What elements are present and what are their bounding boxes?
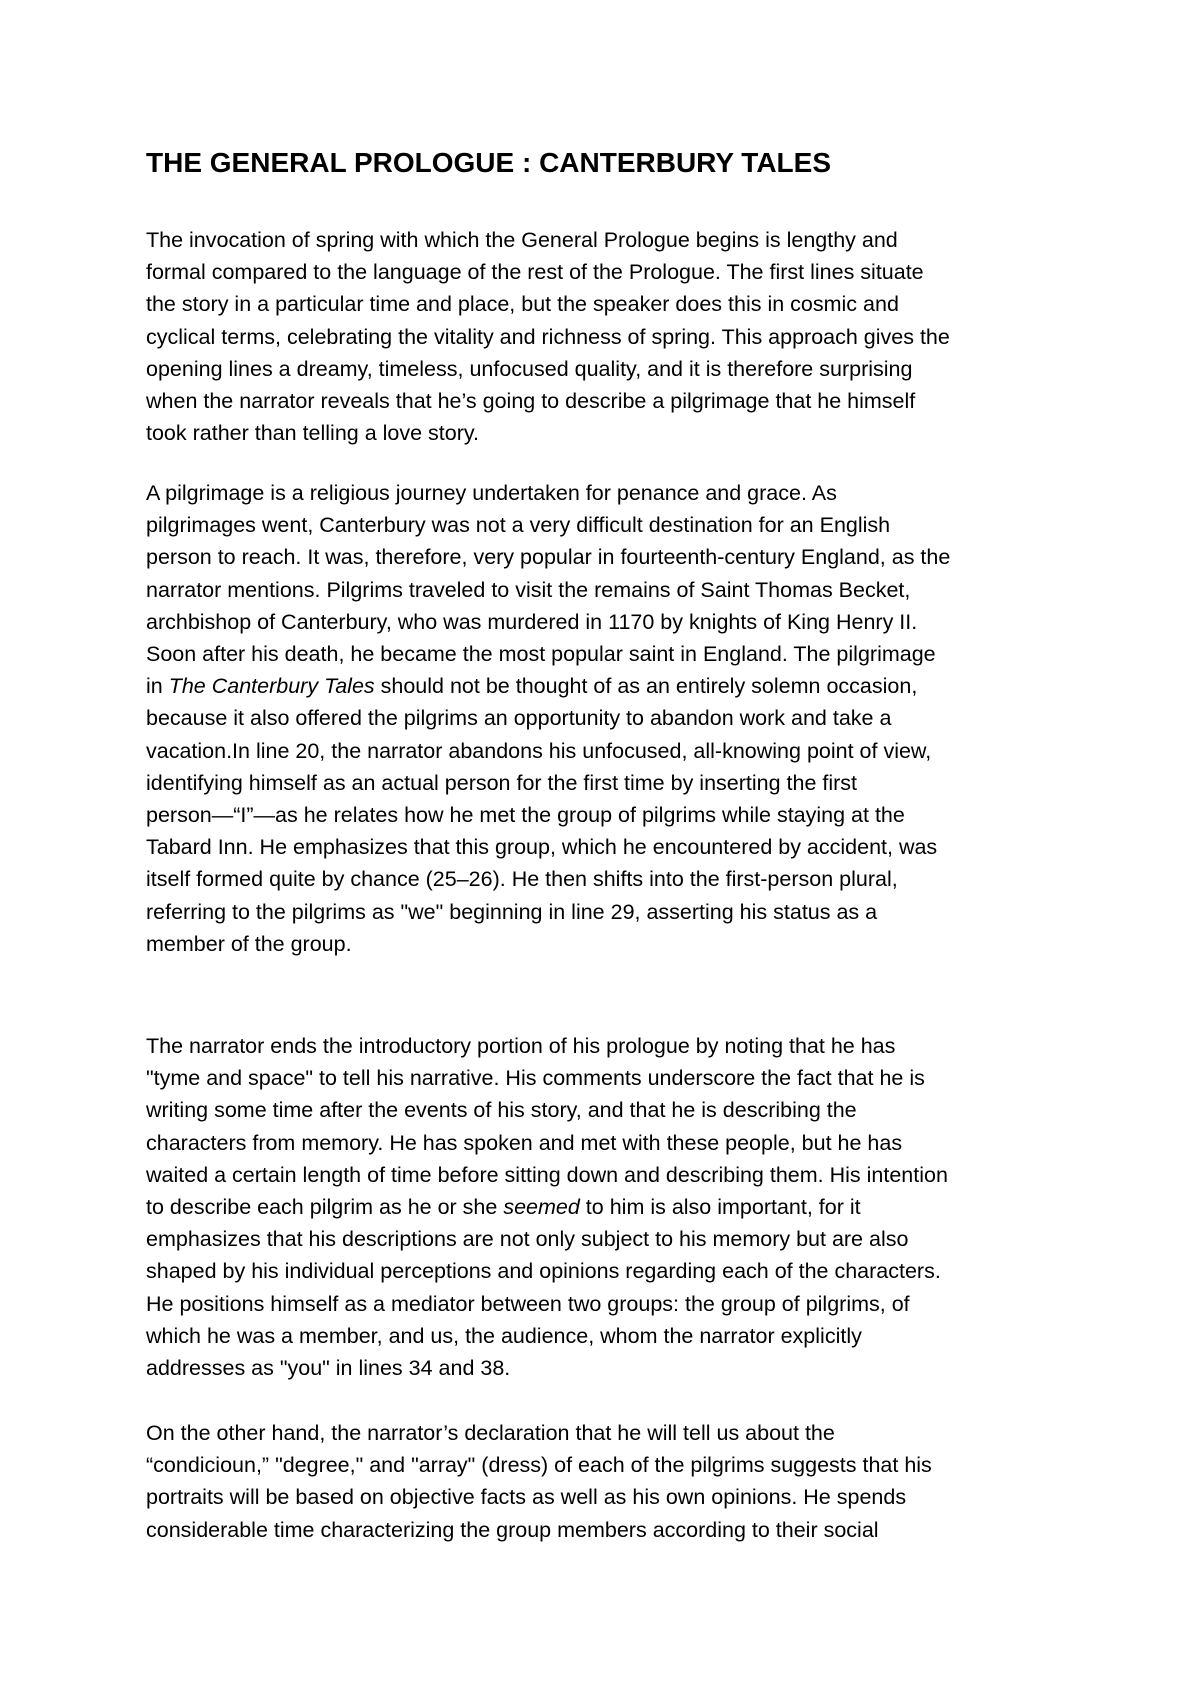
text-line: took rather than telling a love story.	[146, 421, 480, 446]
text-line: person—“I”—as he relates how he met the group of pilgrims while staying at the	[146, 803, 905, 828]
italic-word: seemed	[503, 1195, 580, 1220]
text-line: "tyme and space" to tell his narrative. His comments underscore the fact that he is	[146, 1066, 925, 1091]
text-line: identifying himself as an actual person for the first time by inserting the first	[146, 770, 858, 795]
text-line: pilgrimages went, Canterbury was not a very difficult destination for an English	[146, 513, 891, 538]
text-line: The invocation of spring with which the General Prologue begins is lengthy and	[146, 228, 898, 252]
text-line: the story in a particular time and place, but the speaker does this in cosmic and	[146, 292, 899, 317]
text-line: member of the group.	[146, 931, 352, 956]
text-line: emphasizes that his descriptions are not only subject to his memory but are also	[146, 1227, 909, 1252]
text-line: He positions himself as a mediator between two groups: the group of pilgrims, of	[146, 1291, 910, 1316]
text-line: characters from memory. He has spoken and met with these people, but he has	[146, 1130, 903, 1155]
text-line: waited a certain length of time before sitting down and describing them. His intention	[146, 1162, 948, 1187]
text-line: writing some time after the events of his story, and that he is describing the	[146, 1098, 857, 1123]
text-line: formal compared to the language of the rest of the Prologue. The first lines situate	[146, 260, 924, 285]
text-line: archbishop of Canterbury, who was murdered in 1170 by knights of King Henry II.	[146, 609, 918, 634]
text-line: “condicioun,” "degree," and "array" (dress) of each of the pilgrims suggests that his	[146, 1453, 932, 1478]
paragraph-narrator-declaration	[146, 1417, 932, 1546]
text-line: vacation.In line 20, the narrator abandons his unfocused, all-knowing point of view,	[146, 738, 932, 763]
text-line: itself formed quite by chance (25–26). He then shifts into the first-person plural,	[146, 867, 898, 892]
text-run: to describe each pilgrim as he or she	[146, 1195, 504, 1220]
text-line: referring to the pilgrims as "we" beginning in line 29, asserting his status as a	[146, 899, 878, 924]
text-line: The narrator ends the introductory portion of his prologue by noting that he has	[146, 1034, 896, 1058]
text-line: opening lines a dreamy, timeless, unfocused quality, and it is therefore surprising	[146, 356, 913, 381]
text-line: cyclical terms, celebrating the vitality and richness of spring. This approach gives the	[146, 324, 950, 349]
text-line: because it also offered the pilgrims an opportunity to abandon work and take a	[146, 706, 892, 731]
text-line: addresses as "you" in lines 34 and 38.	[146, 1356, 511, 1381]
text-line: person to reach. It was, therefore, very popular in fourteenth-century England, as the	[146, 545, 951, 570]
text-line: which he was a member, and us, the audience, whom the narrator explicitly	[146, 1323, 862, 1348]
text-run: in	[146, 674, 169, 699]
text-line: considerable time characterizing the group members according to their social	[146, 1517, 879, 1542]
paragraph-spring-invocation	[146, 224, 950, 449]
text-run: to him is also important, for it	[579, 1195, 861, 1220]
text-line: Soon after his death, he became the most popular saint in England. The pilgrimage	[146, 642, 936, 667]
document-title: THE GENERAL PROLOGUE : CANTERBURY TALES	[146, 147, 832, 178]
text-line: Tabard Inn. He emphasizes that this group, which he encountered by accident, was	[146, 835, 938, 860]
italic-book-title: The Canterbury Tales	[168, 674, 375, 699]
text-line: narrator mentions. Pilgrims traveled to visit the remains of Saint Thomas Becket,	[146, 577, 911, 602]
text-line-with-italic	[146, 1191, 948, 1223]
text-line: portraits will be based on objective facts as well as his own opinions. He spends	[146, 1485, 907, 1510]
text-line: A pilgrimage is a religious journey undertaken for penance and grace. As	[146, 481, 837, 505]
text-line: On the other hand, the narrator’s declaration that he will tell us about the	[146, 1421, 835, 1445]
text-line: shaped by his individual perceptions and opinions regarding each of the characters.	[146, 1259, 941, 1284]
text-line-with-italic	[146, 670, 950, 702]
text-line: when the narrator reveals that he’s going to describe a pilgrimage that he himself	[146, 389, 916, 414]
paragraph-pilgrimage	[146, 477, 950, 960]
text-run: should not be thought of as an entirely solemn occasion,	[374, 674, 918, 699]
paragraph-narrator-intro	[146, 1030, 948, 1384]
